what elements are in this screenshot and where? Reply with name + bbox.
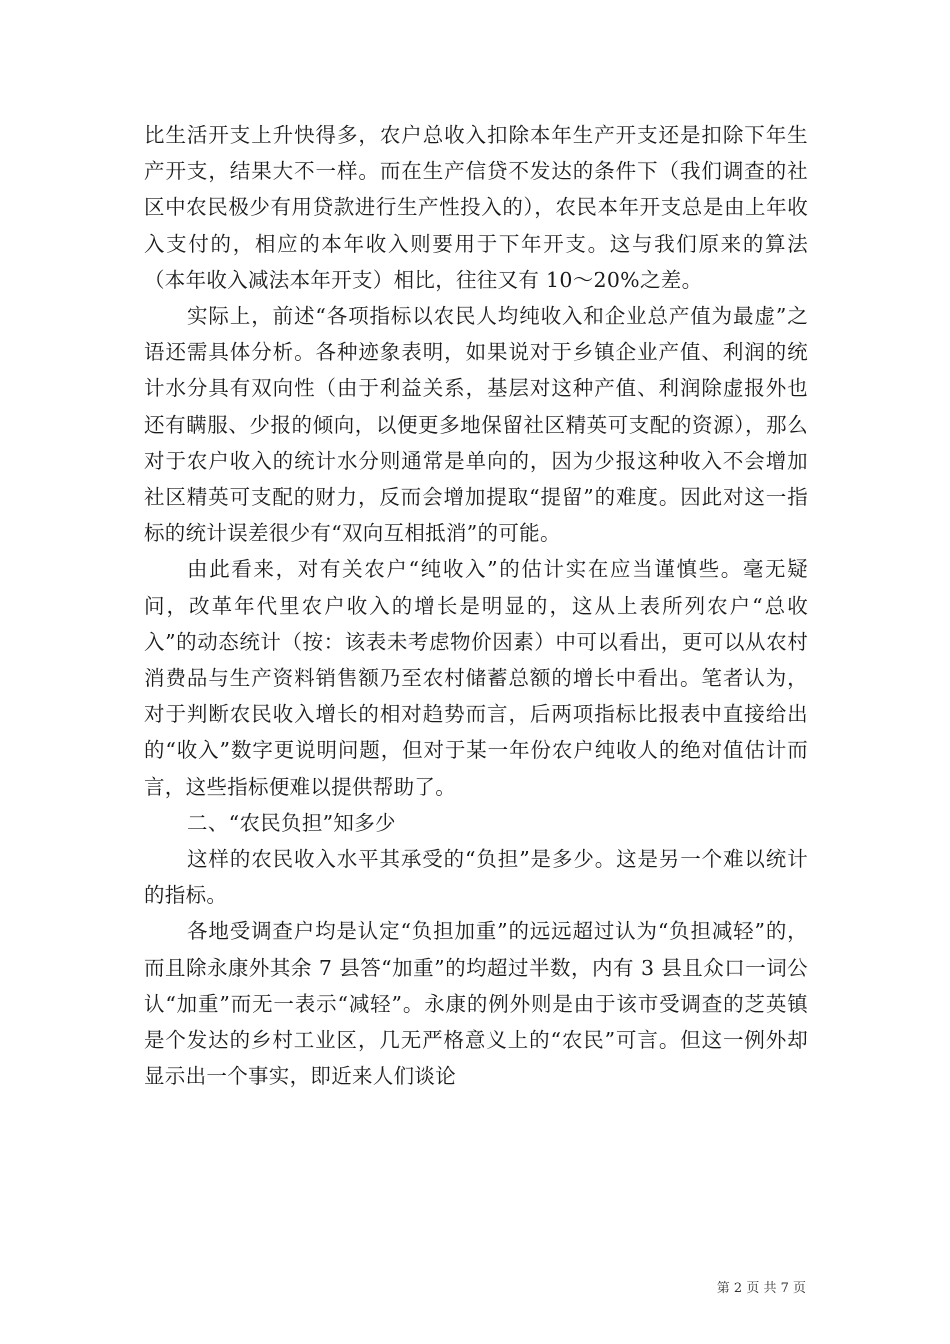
paragraph-2: 实际上，前述“各项指标以农民人均纯收入和企业总产值为最虚”之语还需具体分析。各种迹象表明，如果说对于乡镇企业产值、利润的统计水分具有双向性（由于利益关系，基层对这种产值、利润除虚报外也还有瞒服、少报的倾向，以便更多地保留社区精英可支配的资源），那么对于农户收入的统计水分则通常是单向的，因为少报这种收入不会增加社区精英可支配的财力，反而会增加提取“提留”的难度。因此对这一指标的统计误差很少有“双向互相抵消”的可能。 xyxy=(144,304,808,546)
paragraph-5: 各地受调查户均是认定“负担加重”的远远超过认为“负担减轻”的，而且除永康外其余 7 县答“加重”的均超过半数，内有 3 县且众口一词公认“加重”而无一表示“减轻”。永康的例外则是由于该市受调查的芝英镇是个发达的乡村工业区，几无严格意义上的“农民”可言。但这一例外却显示出一个事实，即近来人们谈论 xyxy=(144,919,808,1089)
paragraph-1: 比生活开支上升快得多，农户总收入扣除本年生产开支还是扣除下年生产开支，结果大不一样。而在生产信贷不发达的条件下（我们调查的社区中农民极少有用贷款进行生产性投入的），农民本年开支总是由上年收入支付的，相应的本年收入则要用于下年开支。这与我们原来的算法（本年收入减法本年开支）相比，往往又有 10～20%之差。 xyxy=(144,123,808,292)
page-body xyxy=(144,117,808,1094)
section-heading: 二、“农民负担”知多少 xyxy=(187,810,396,835)
paragraph-3: 由此看来，对有关农户“纯收入”的估计实在应当谨慎些。毫无疑问，改革年代里农户收入的增长是明显的，这从上表所列农户“总收入”的动态统计（按：该表未考虑物价因素）中可以看出，更可以从农村消费品与生产资料销售额乃至农村储蓄总额的增长中看出。笔者认为，对于判断农民收入增长的相对趋势而言，后两项指标比报表中直接给出的“收入”数字更说明问题，但对于某一年份农户纯收人的绝对值估计而言，这些指标便难以提供帮助了。 xyxy=(144,557,808,799)
paragraph-4: 这样的农民收入水平其承受的“负担”是多少。这是另一个难以统计的指标。 xyxy=(144,847,808,908)
page-number-footer: 第 2 页 共 7 页 xyxy=(716,1281,806,1296)
